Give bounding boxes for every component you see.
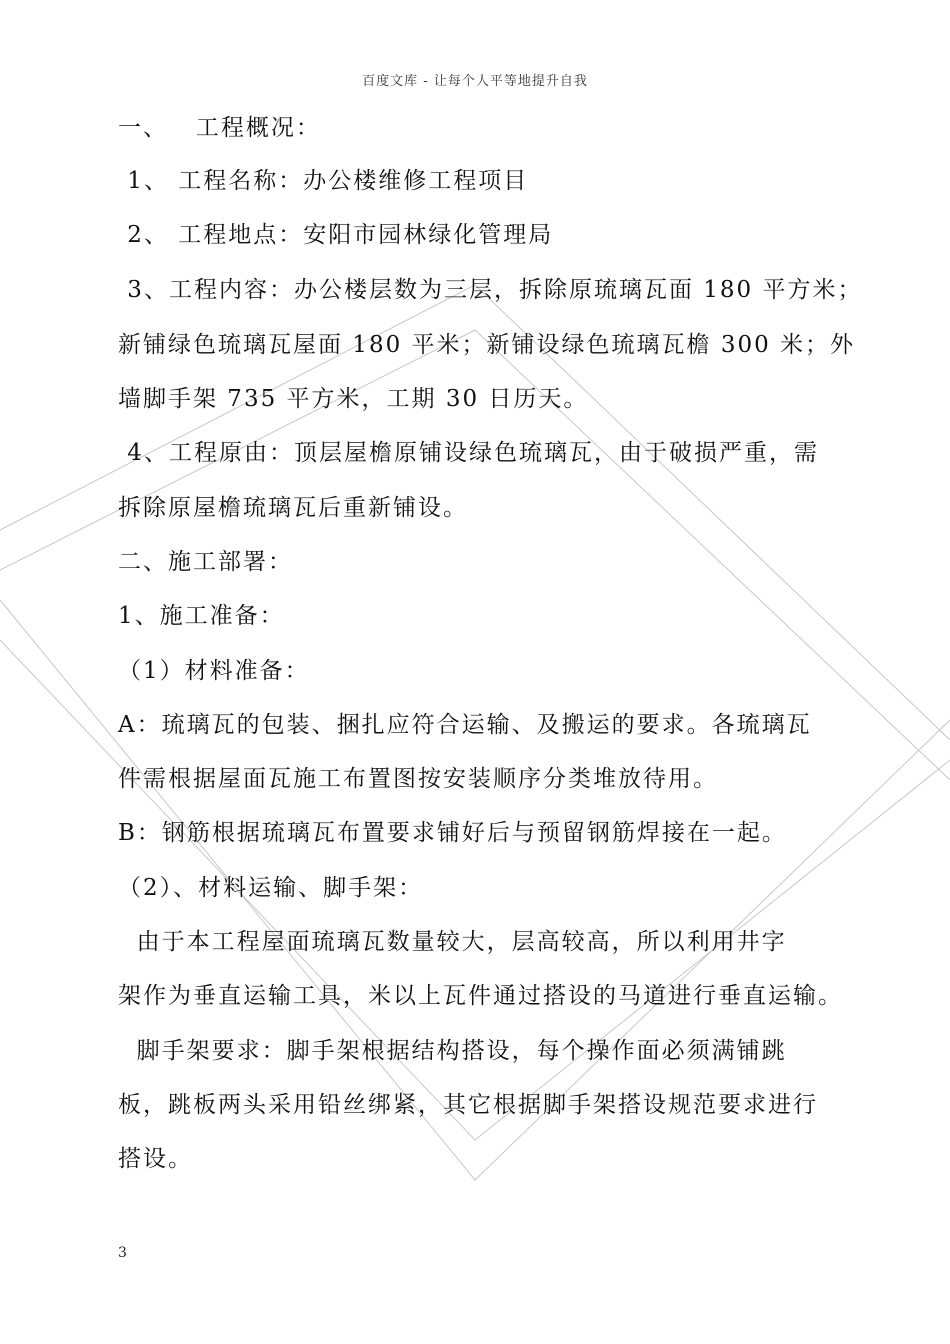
paragraph-line: 件需根据屋面瓦施工布置图按安装顺序分类堆放待用。 <box>118 766 718 792</box>
section-heading-overview: 一、 工程概况： <box>118 115 321 141</box>
project-location-line: 2、 工程地点：安阳市园林绿化管理局 <box>118 222 554 248</box>
project-content-line: 墙脚手架 735 平方米，工期 30 日历天。 <box>118 386 589 412</box>
section-heading-deployment: 二、施工部署： <box>118 549 293 575</box>
paragraph-line: B：钢筋根据琉璃瓦布置要求铺好后与预留钢筋焊接在一起。 <box>118 820 787 846</box>
item-heading-materials: （1）材料准备： <box>118 658 310 684</box>
paragraph-line: 脚手架要求：脚手架根据结构搭设，每个操作面必须满铺跳 <box>118 1038 787 1064</box>
subsection-heading-preparation: 1、施工准备： <box>118 603 285 629</box>
paragraph-line: 由于本工程屋面琉璃瓦数量较大，层高较高，所以利用井字 <box>118 929 787 955</box>
page-header: 百度文库 - 让每个人平等地提升自我 <box>362 74 588 89</box>
project-reason-line: 拆除原屋檐琉璃瓦后重新铺设。 <box>118 495 468 521</box>
item-heading-transport: （2）、材料运输、脚手架： <box>118 875 424 901</box>
project-content-line: 3、工程内容：办公楼层数为三层，拆除原琉璃瓦面 180 平方米； <box>118 277 863 303</box>
paragraph-line: 搭设。 <box>118 1146 193 1172</box>
project-content-line: 新铺绿色琉璃瓦屋面 180 平米；新铺设绿色琉璃瓦檐 300 米；外 <box>118 332 856 358</box>
paragraph-line: 板，跳板两头采用铅丝绑紧，其它根据脚手架搭设规范要求进行 <box>118 1092 818 1118</box>
paragraph-line: A：琉璃瓦的包装、捆扎应符合运输、及搬运的要求。各琉璃瓦 <box>118 712 812 738</box>
page-number: 3 <box>118 1245 127 1261</box>
paragraph-line: 架作为垂直运输工具，米以上瓦件通过搭设的马道进行垂直运输。 <box>118 983 843 1009</box>
project-reason-line: 4、工程原由：顶层屋檐原铺设绿色琉璃瓦，由于破损严重，需 <box>118 440 819 466</box>
project-name-line: 1、 工程名称：办公楼维修工程项目 <box>118 168 529 194</box>
